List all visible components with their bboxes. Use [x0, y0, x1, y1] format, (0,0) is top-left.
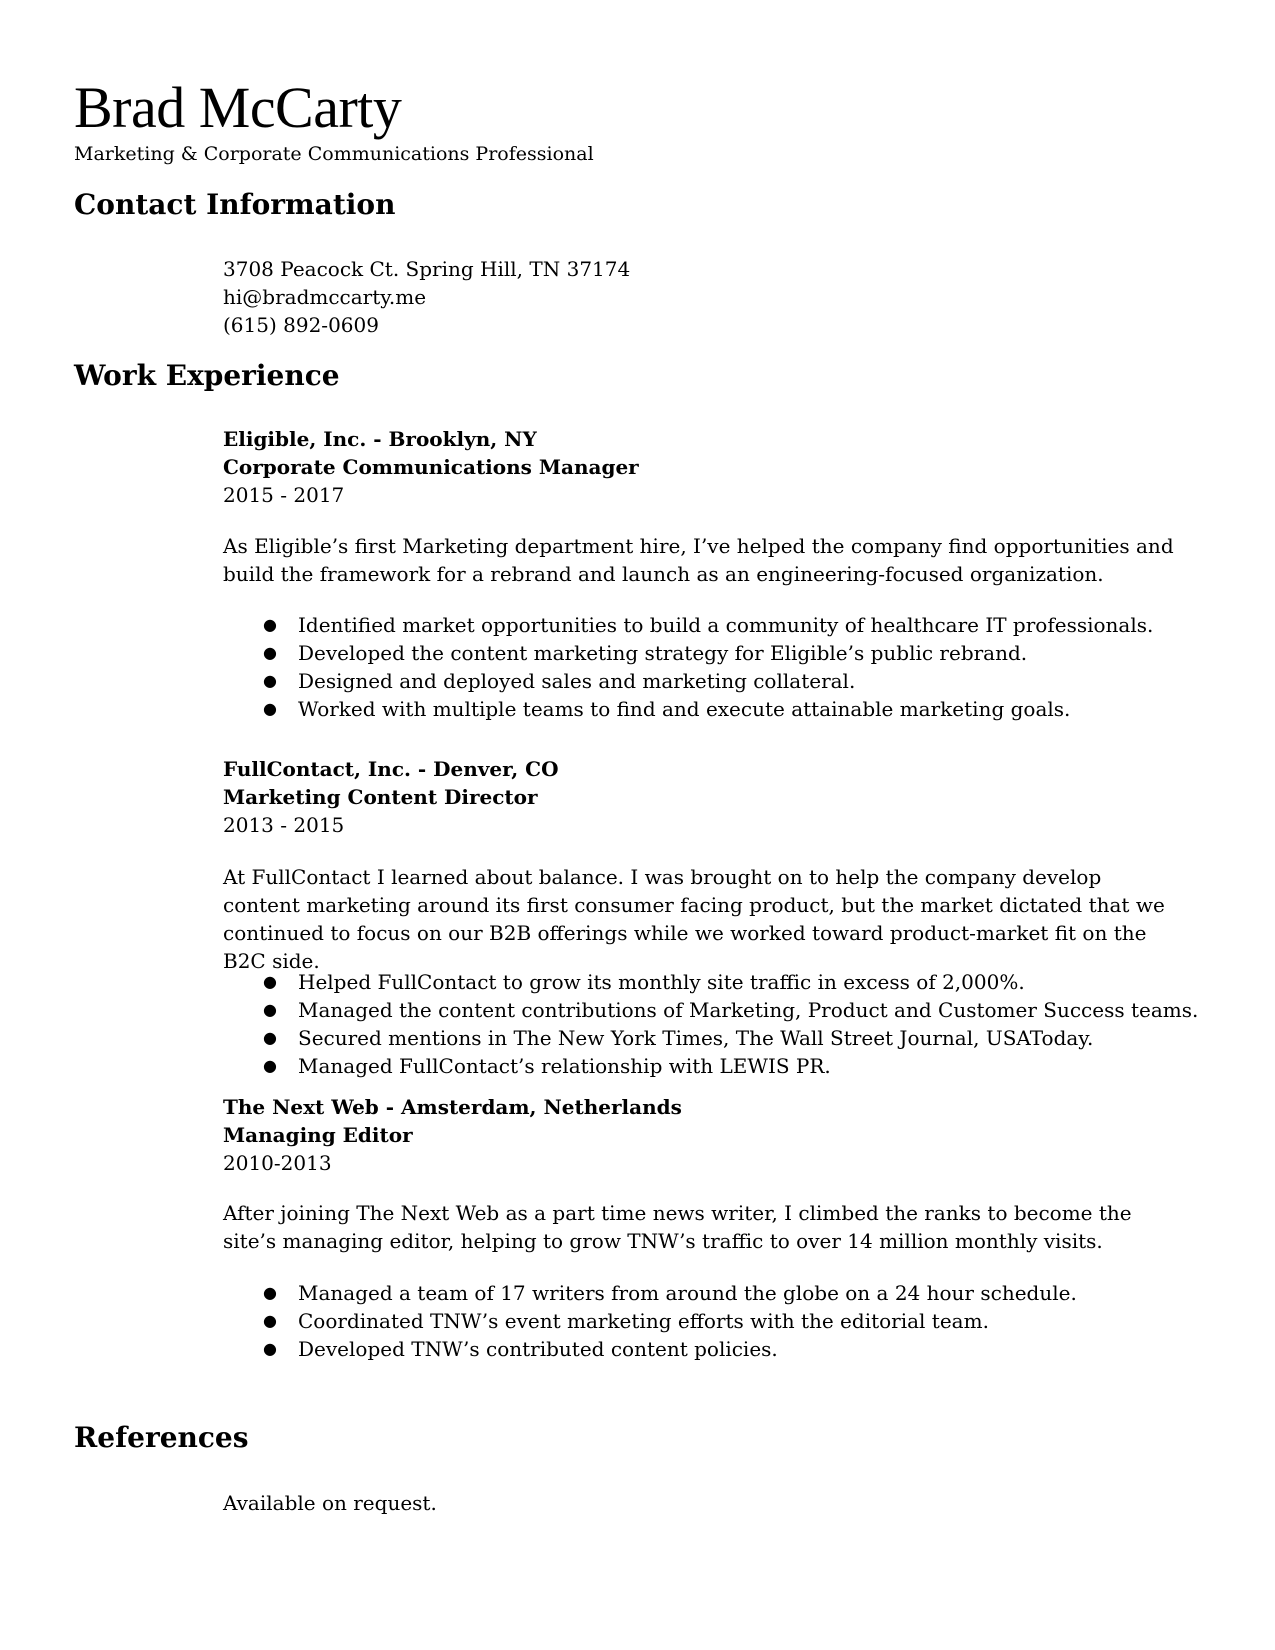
- job-title: Corporate Communications Manager: [223, 455, 639, 479]
- job-entry-thenextweb: [223, 1093, 1183, 1393]
- bullet-icon: ●: [263, 671, 277, 690]
- list-item: ● Secured mentions in The New York Times, The Wall Street Journal, USAToday.: [263, 1026, 1094, 1050]
- list-item: ● Managed FullContact’s relationship with LEWIS PR.: [263, 1054, 831, 1078]
- contact-details: [223, 255, 1183, 339]
- contact-phone: (615) 892-0609: [223, 313, 379, 337]
- job-bullet-list: [223, 968, 1203, 1080]
- bullet-icon: ●: [263, 1311, 277, 1330]
- list-item: ● Helped FullContact to grow its monthly site traffic in excess of 2,000%.: [263, 970, 1025, 994]
- bullet-icon: ●: [263, 1283, 277, 1302]
- job-title: Marketing Content Director: [223, 785, 538, 809]
- list-item: ● Coordinated TNW’s event marketing efforts with the editorial team.: [263, 1309, 989, 1333]
- list-item: ● Developed the content marketing strategy for Eligible’s public rebrand.: [263, 641, 1028, 665]
- list-item: ● Developed TNW’s contributed content policies.: [263, 1337, 778, 1361]
- job-entry-eligible: [223, 425, 1183, 725]
- list-item: ● Managed a team of 17 writers from around the globe on a 24 hour schedule.: [263, 1281, 1077, 1305]
- references-heading: References: [74, 1421, 249, 1454]
- list-item: ● Designed and deployed sales and marketing collateral.: [263, 669, 856, 693]
- job-entry-fullcontact: [223, 755, 1199, 1078]
- job-bullet-list: [223, 611, 1203, 723]
- bullet-icon: ●: [263, 1028, 277, 1047]
- references-section: [223, 1489, 1183, 1517]
- bullet-icon: ●: [263, 643, 277, 662]
- list-item: ● Identified market opportunities to build a community of healthcare IT professionals.: [263, 613, 1154, 637]
- job-bullet-list: [223, 1279, 1203, 1363]
- job-company: The Next Web - Amsterdam, Netherlands: [223, 1095, 682, 1119]
- list-item: ● Managed the content contributions of Marketing, Product and Customer Success teams.: [263, 998, 1199, 1022]
- references-text: Available on request.: [223, 1491, 437, 1515]
- work-heading: Work Experience: [74, 359, 340, 392]
- job-company: FullContact, Inc. - Denver, CO: [223, 757, 559, 781]
- job-dates: 2013 - 2015: [223, 813, 345, 837]
- job-dates: 2010-2013: [223, 1151, 332, 1175]
- bullet-icon: ●: [263, 699, 277, 718]
- bullet-icon: ●: [263, 1000, 277, 1019]
- contact-heading: Contact Information: [74, 188, 396, 221]
- contact-address: 3708 Peacock Ct. Spring Hill, TN 37174: [223, 257, 631, 281]
- bullet-icon: ●: [263, 1056, 277, 1075]
- job-company: Eligible, Inc. - Brooklyn, NY: [223, 427, 537, 451]
- professional-tagline: Marketing & Corporate Communications Professional: [74, 143, 594, 165]
- job-description: As Eligible’s first Marketing department hire, I’ve helped the company find opportunities and build the framework for a rebrand and launch as an engineering-focused organization.: [223, 534, 1174, 586]
- list-item: ● Worked with multiple teams to find and execute attainable marketing goals.: [263, 697, 1071, 721]
- contact-email: hi@bradmccarty.me: [223, 285, 427, 309]
- job-title: Managing Editor: [223, 1123, 413, 1147]
- person-name: Brad McCarty: [74, 75, 402, 140]
- job-description: After joining The Next Web as a part time news writer, I climbed the ranks to become the site’s managing editor, helping to grow TNW’s traffic to over 14 million monthly visits.: [223, 1201, 1132, 1253]
- job-dates: 2015 - 2017: [223, 483, 345, 507]
- bullet-icon: ●: [263, 1339, 277, 1358]
- bullet-icon: ●: [263, 972, 277, 991]
- bullet-icon: ●: [263, 615, 277, 634]
- job-description: At FullContact I learned about balance. I was brought on to help the company develop content marketing around its first consumer facing product, but the market dictated that we continued to focus on our B2B offerings while we worked toward product-market fit on the B2C side.: [223, 865, 1165, 973]
